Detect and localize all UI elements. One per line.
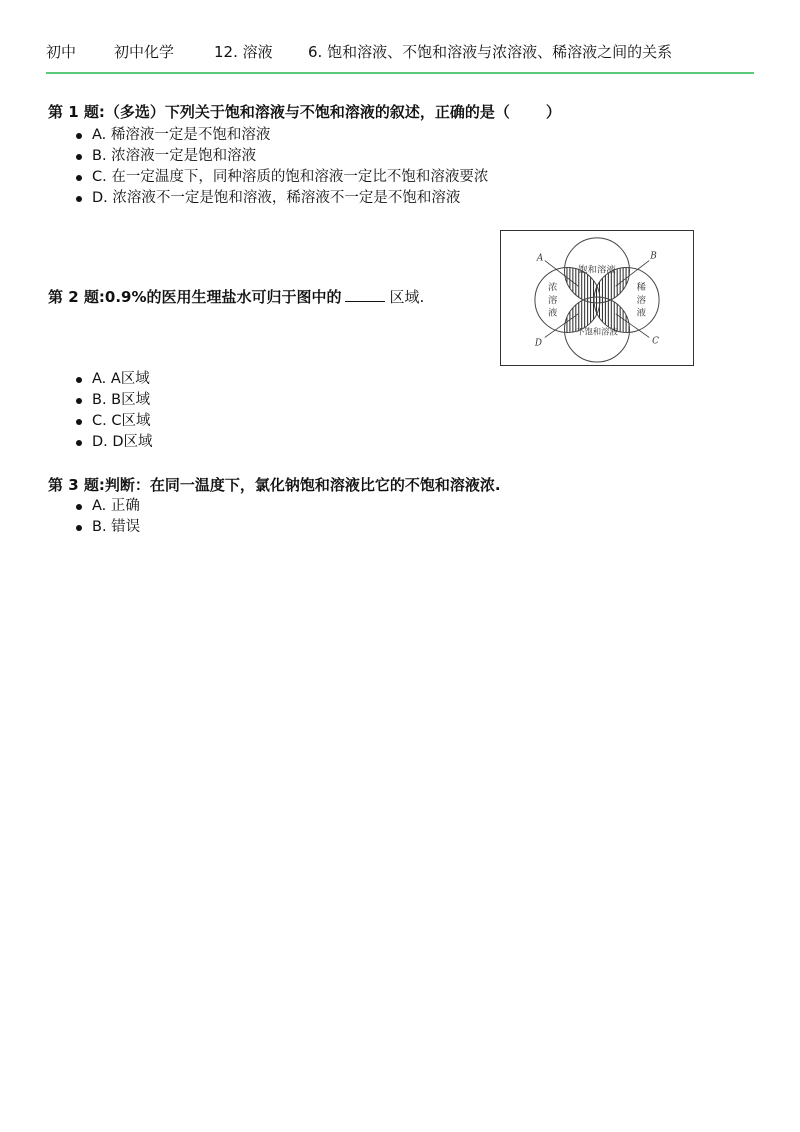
question-3-option-b[interactable]: B. 错误 [48,517,140,538]
question-2-options [48,369,153,453]
question-1-options [48,125,488,209]
breadcrumb [46,38,754,74]
dilute-label-2: 溶 [636,294,647,306]
question-1-option-a[interactable]: A. 稀溶液一定是不饱和溶液 [48,125,488,146]
question-1-title-text: 第 1 题:（多选）下列关于饱和溶液与不饱和溶液的叙述，正确的是（ [48,103,510,121]
breadcrumb-level[interactable]: 初中 [46,43,77,61]
question-2-option-a[interactable]: A. A区域 [48,369,153,390]
venn-diagram-figure [500,230,694,366]
label-d: D [534,338,543,349]
question-2-option-d[interactable]: D. D区域 [48,432,153,453]
question-1-option-d[interactable]: D. 浓溶液不一定是饱和溶液，稀溶液不一定是不饱和溶液 [48,188,488,209]
concentrated-label-3: 液 [547,307,558,319]
question-3-options [48,496,140,538]
question-1-option-b[interactable]: B. 浓溶液一定是饱和溶液 [48,146,488,167]
breadcrumb-subject[interactable]: 初中化学 [114,43,175,61]
question-3-title: 第 3 题:判断：在同一温度下，氯化钠饱和溶液比它的不饱和溶液浓. [48,476,501,494]
label-a: A [536,253,544,264]
dilute-label-3: 液 [636,307,647,319]
concentrated-label-1: 浓 [547,282,558,294]
question-2-title [48,286,424,307]
question-1-title [48,101,561,122]
dilute-label-1: 稀 [636,282,647,294]
unsaturated-label: 不饱和溶液 [576,326,618,337]
saturated-label: 饱和溶液 [578,264,616,276]
venn-diagram [501,231,693,365]
question-2-blank [345,287,385,302]
question-1-option-c[interactable]: C. 在一定温度下，同种溶质的饱和溶液一定比不饱和溶液要浓 [48,167,488,188]
question-3-option-a[interactable]: A. 正确 [48,496,140,517]
question-2-title-end: 区域. [389,288,425,306]
concentrated-label-2: 溶 [547,294,558,306]
question-2-option-c[interactable]: C. C区域 [48,411,153,432]
label-b: B [650,251,657,262]
breadcrumb-section[interactable]: 6. 饱和溶液、不饱和溶液与浓溶液、稀溶液之间的关系 [308,43,673,61]
label-c: C [652,336,659,347]
breadcrumb-chapter[interactable]: 12. 溶液 [214,43,273,61]
question-1-title-end: ） [545,103,561,121]
question-2-option-b[interactable]: B. B区域 [48,390,153,411]
question-2-title-text: 第 2 题:0.9%的医用生理盐水可归于图中的 [48,288,342,306]
